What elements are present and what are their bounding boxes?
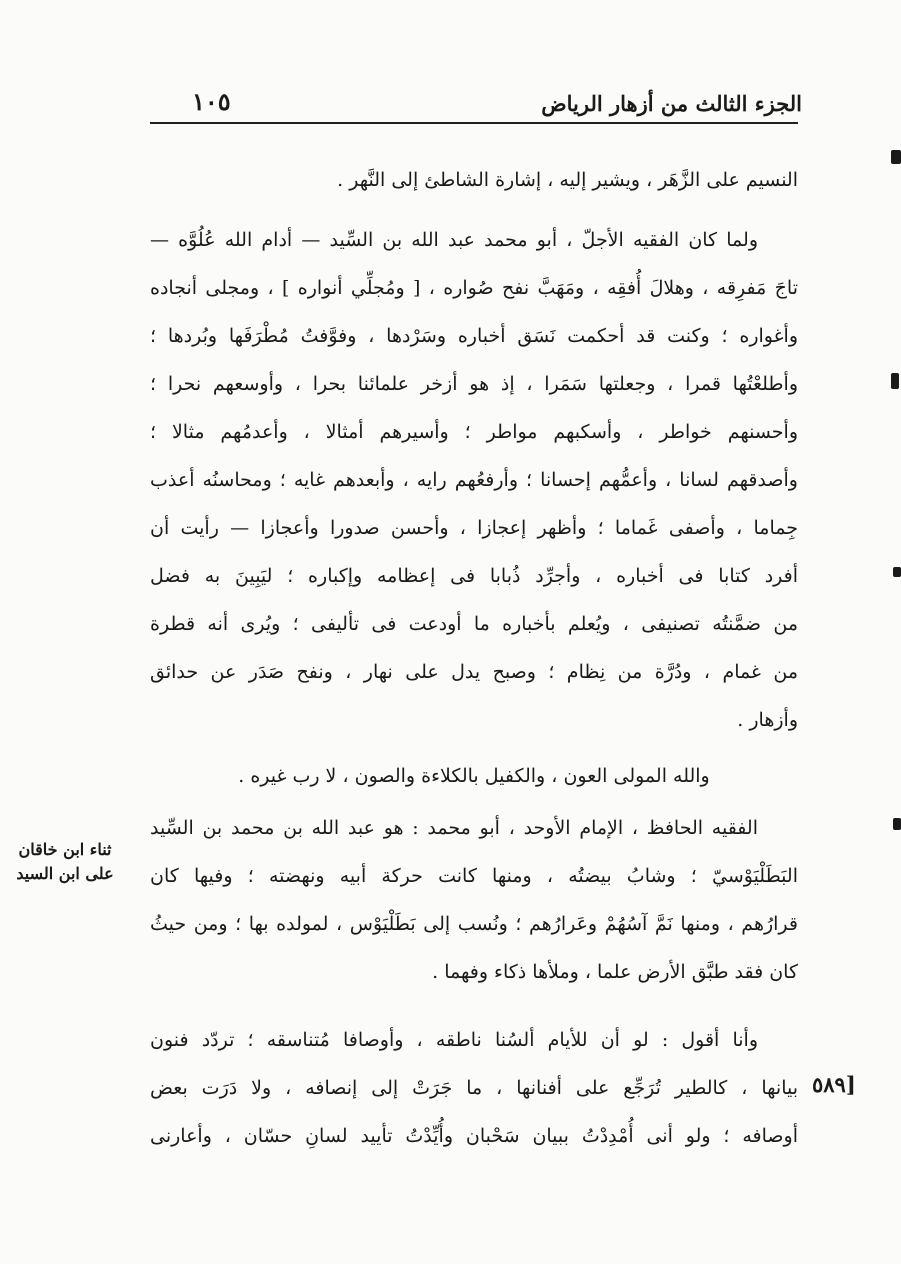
edge-mark-middle [891, 373, 899, 389]
edge-mark-top [891, 150, 901, 164]
text-line: بيانها ، كالطير تُرَجِّع على أفنانها ، ما جَرَتْ إلى إنصافه ، ولا دَرَت بعض [150, 1077, 798, 1099]
text-line: الفقيه الحافظ ، الإمام الأوحد ، أبو محمد : هو عبد الله بن محمد بن السِّيد [150, 817, 758, 839]
text-line: وأنا أقول : لو أن للأيام ألسُنا ناطقه ، وأوصافا مُتناسقه ؛ تردّد فنون [150, 1029, 758, 1051]
paragraph [150, 804, 798, 996]
text-line: جِماما ، وأصفى غَماما ؛ وأظهر إعجازا ، وأحسن صدورا وأعجازا — رأيت أن [150, 517, 798, 539]
margin-page-reference: [٥٨٩ [812, 1072, 856, 1097]
text-line: كان فقد طبَّق الأرض علما ، وملأها ذكاء وفهما . [432, 961, 798, 983]
text-line: من ضمَّنتُه تصنيفى ، ويُعلم بأخباره ما أودعت فى تأليفى ؛ ويُرى أنه قطرة [150, 613, 798, 635]
text-line: وأحسنهم خواطر ، وأسكبهم مواطر ؛ وأسيرهم أمثالا ، وأعدمُهم مثالا ؛ [150, 421, 798, 443]
margin-note-line: ثناء ابن خاقان [18, 840, 112, 859]
running-head [150, 74, 802, 124]
text-line: قرارُهم ، ومنها نَمَّ آسُهُمْ وعَرارُهم ؛ ونُسب إلى بَطَلْيَوْس ، لمولده بها ؛ ومن حيثُ [150, 913, 798, 935]
paragraph [150, 156, 798, 204]
text-line: تاجَ مَفرِقه ، وهلالَ أُفقِه ، ومَهَبَّ نفح صُواره ، [ ومُجلِّي أنواره ] ، ومجلى أنجاده [150, 277, 798, 299]
text-line: والله المولى العون ، والكفيل بالكلاءة والصون ، لا رب غيره . [238, 765, 710, 787]
text-line: وأطلعْتُها قمرا ، وجعلتها سَمَرا ، إذ هو أزخر علمائنا بحرا ، وأوسعهم نحرا ؛ [150, 373, 798, 395]
paragraph-gap [150, 996, 798, 1016]
page-number: ١٠٥ [192, 87, 231, 116]
paragraph-gap [150, 744, 798, 752]
paragraph [150, 1016, 798, 1160]
paragraph-gap [150, 204, 798, 216]
paragraph [150, 216, 798, 744]
text-line: البَطَلْيَوْسيّ ؛ وشابُ بيضتُه ، ومنها كانت حركة أبيه ونهضته ؛ وفيها كان [150, 865, 798, 887]
text-line: وأغواره ؛ وكنت قد أحكمت نَسَق أخباره وسَرْدها ، وفوَّفتُ مُطْرَفَها وبُردها ؛ [150, 325, 798, 347]
edge-mark-lower [893, 567, 901, 577]
text-line: أفرد كتابا فى أخباره ، وأجرِّد ذُبابا فى إعظامه وإكباره ؛ ليَبِينَ به فضل [150, 565, 798, 587]
text-line: ولما كان الفقيه الأجلّ ، أبو محمد عبد الله بن السِّيد — أدام الله عُلُوَّه — [150, 229, 758, 251]
running-head-title: الجزء الثالث من أزهار الرياض [541, 91, 802, 116]
paragraph [150, 752, 798, 800]
text-line: النسيم على الزَّهَر ، ويشير إليه ، إشارة الشاطئ إلى النَّهر . [337, 169, 798, 191]
text-line: وأزهار . [737, 709, 798, 731]
text-line: وأصدقهم لسانا ، وأعمُّهم إحسانا ؛ وأرفعُهم رايه ، وأبعدهم غايه ؛ ومحاسنُه أعذب [150, 469, 798, 491]
margin-note [10, 838, 120, 886]
text-line: أوصافه ؛ ولو أنى أُمْدِدْتُ ببيان سَحْبان وأُيِّدْتُ تأييد لسانِ حسّان ، وأعارنى [150, 1125, 798, 1147]
edge-mark-bottom [893, 818, 901, 830]
text-line: من غمام ، ودُرَّة من نِظام ؛ وصبح يدل على نهار ، ونفح صَدَر عن حدائق [150, 661, 798, 683]
margin-note-line: على ابن السيد [16, 864, 114, 883]
body-text [150, 156, 798, 1160]
